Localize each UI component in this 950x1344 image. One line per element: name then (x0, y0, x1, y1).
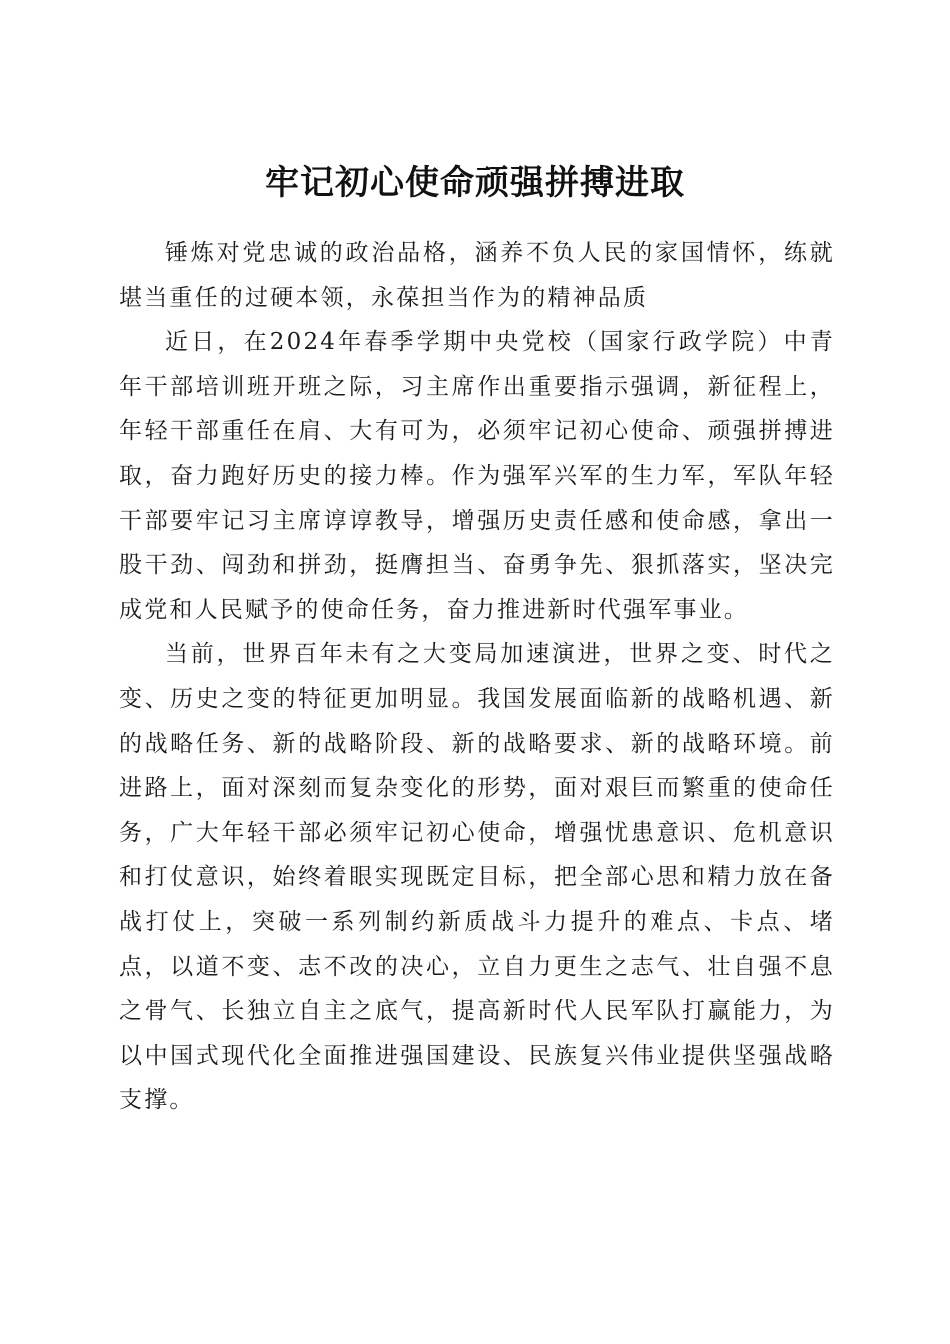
article-body (119, 231, 835, 1123)
page-title: 牢记初心使命顽强拼搏进取 (265, 162, 685, 203)
paragraph-current-situation: 当前，世界百年未有之大变局加速演进，世界之变、时代之变、历史之变的特征更加明显。我国发展面临新的战略机遇、新的战略任务、新的战略阶段、新的战略要求、新的战略环境。前进路上，面对深刻而复杂变化的形势，面对艰巨而繁重的使命任务，广大年轻干部必须牢记初心使命，增强忧患意识、危机意识和打仗意识，始终着眼实现既定目标，把全部心思和精力放在备战打仗上，突破一系列制约新质战斗力提升的难点、卡点、堵点，以道不变、志不改的决心，立自力更生之志气、壮自强不息之骨气、长独立自主之底气，提高新时代人民军队打赢能力，为以中国式现代化全面推进强国建设、民族复兴伟业提供坚强战略支撑。 (119, 641, 835, 1114)
paragraph-intro: 近日，在2024年春季学期中央党校（国家行政学院）中青年干部培训班开班之际，习主席作出重要指示强调，新征程上，年轻干部重任在肩、大有可为，必须牢记初心使命、顽强拼搏进取，奋力跑好历史的接力棒。作为强军兴军的生力军，军队年轻干部要牢记习主席谆谆教导，增强历史责任感和使命感，拿出一股干劲、闯劲和拼劲，挺膺担当、奋勇争先、狠抓落实，坚决完成党和人民赋予的使命任务，奋力推进新时代强军事业。 (119, 329, 835, 623)
paragraph-subtitle: 锤炼对党忠诚的政治品格，涵养不负人民的家国情怀，练就堪当重任的过硬本领，永葆担当作为的精神品质 (119, 240, 835, 311)
